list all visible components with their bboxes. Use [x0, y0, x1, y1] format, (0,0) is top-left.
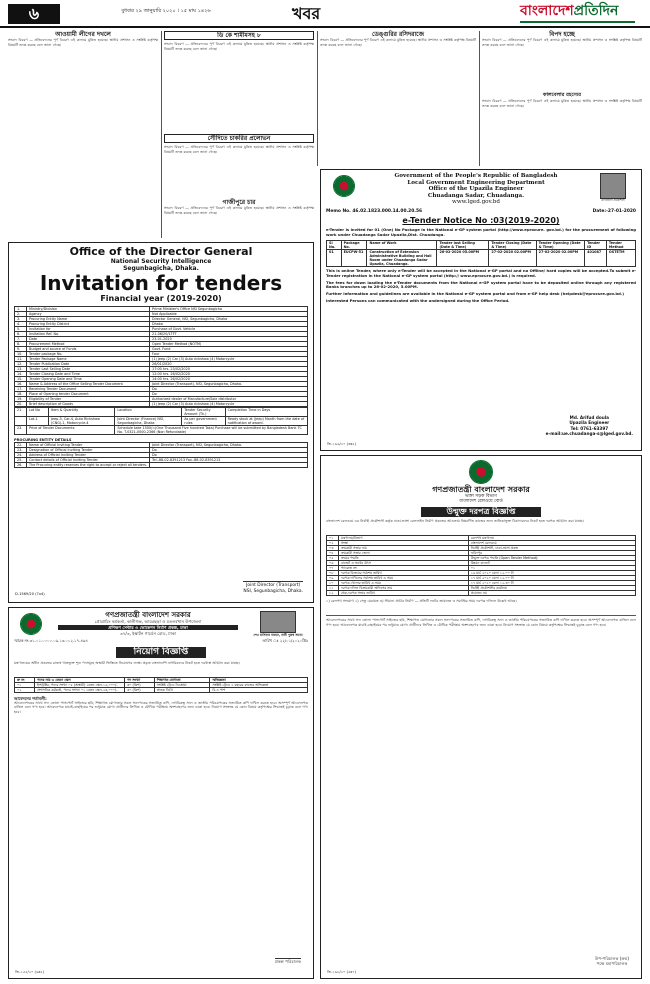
nsi-subtitle: National Security Intelligence	[110, 258, 212, 265]
table-cell: প্রাক-দরপত্র সভার তারিখ	[339, 590, 469, 595]
table-cell: নির্বাহী প্রকৌশলী, ঢাকা-ভাঙ্গা প্রকল্প	[468, 545, 635, 550]
open-tender-conditions: আবেদনপত্রের সাথে সদ্য তোলা পাসপোর্ট সাইজের ছবি, শিক্ষাগত যোগ্যতার সকল সনদপত্রের সত্যায়িত কপি, নাগরিকত্ব সনদ ও জাতীয় পরিচয়পত্রের সত্যায়িত কপি দাখিল করতে হবে। অসম্পূর্ণ আবেদনপত্র বাতিল বলে গণ্য হবে। আবেদনপত্র যাচাই-বাছাইয়ের পর শুধুমাত্র যোগ্য প্রার্থীদের লিখিত ও মৌখিক পরীক্ষায় অংশগ্রহণের জন্য ডাকা হবে। নিয়োগ সংক্রান্ত যে কোন বিষয়ে কর্তৃপক্ষের সিদ্ধান্তই চূড়ান্ত বলে গণ্য হবে।	[326, 618, 636, 627]
table-header: Tender Closing (Date & Time)	[489, 241, 536, 250]
logo-main: বাংলাদেশ	[520, 3, 574, 19]
table-cell: ১২	[327, 590, 339, 595]
table-cell: 26/01/2020	[150, 362, 308, 367]
table-cell: ক্রয়কারী সত্তার জেলা	[339, 550, 469, 555]
table-cell: Invitation Ref. No.	[27, 332, 150, 337]
recruitment-memo: স্মারক নং-৩১.০১.০০০০.০৯.১৩.০০২.১৭-৪৯৪	[14, 638, 88, 643]
table-cell: দরপত্র খোলার তারিখ ও সময়	[339, 580, 469, 585]
lged-header	[326, 173, 636, 206]
lged-place: Chuadanga Sadar, Chuadanga.	[427, 192, 525, 199]
conditions-body: আবেদনপত্রের সাথে সদ্য তোলা পাসপোর্ট সাইজের ছবি, শিক্ষাগত যোগ্যতার সকল সনদপত্রের সত্যায়িত কপি, নাগরিকত্ব সনদ ও জাতীয় পরিচয়পত্রের সত্যায়িত কপি দাখিল করতে হবে। অসম্পূর্ণ আবেদনপত্র বাতিল বলে গণ্য হবে। আবেদনপত্র যাচাই-বাছাইয়ের পর শুধুমাত্র যোগ্য প্রার্থীদের লিখিত ও মৌখিক পরীক্ষায় অংশগ্রহণের জন্য ডাকা হবে। নিয়োগ সংক্রান্ত যে কোন বিষয়ে কর্তৃপক্ষের সিদ্ধান্তই চূড়ান্ত বলে গণ্য হবে।	[14, 700, 308, 714]
table-cell: মন্ত্রণালয়/বিভাগ	[339, 535, 469, 540]
table-cell: Dhaka	[150, 322, 308, 327]
nsi-signature-block	[243, 581, 303, 594]
portrait-photo	[600, 173, 626, 199]
lged-para-contact: Interested Persons can communicated with the undersigned during the Office Period.	[326, 298, 510, 304]
recruitment-logo	[14, 611, 48, 637]
recruitment-date: তারিখ ঃ ২২/০১/২০২০খ্রিঃ	[262, 638, 308, 643]
table-cell: ফরিদপুর	[468, 550, 635, 555]
table-cell: 01	[327, 250, 342, 267]
lged-memo-line	[326, 209, 636, 215]
row-divider	[326, 615, 636, 616]
table-cell: Tender Package Name	[27, 357, 150, 362]
lged-date: Date:-27-01-2020	[592, 208, 636, 214]
lged-website: www.lged.gov.bd	[452, 199, 500, 206]
table-header: অভিজ্ঞতা	[210, 677, 308, 682]
lged-para-info: Further information and guidelines are available in the National e-GP system portal and from e-GP help desk (helpdesk@eprocure.gov.bd.)	[326, 291, 624, 297]
recruitment-header	[14, 611, 308, 637]
open-tender-office: ভাঙ্গা সড়ক বিভাগ	[465, 494, 497, 499]
open-tender-lots: ১) রেলপথ সংযোগ ২) সেতু মেরামত ৩) সীমানা প্রাচীর নির্মাণ — প্রতিটি লটের জামানত ও সমাপ্তির সময় দরপত্র দলিলে উল্লেখ আছে।	[326, 598, 517, 603]
table-cell: Budget and source of Funds	[27, 347, 150, 352]
newspaper-logo	[520, 3, 618, 21]
nsi-tender-notice	[8, 242, 314, 603]
table-cell: EUCPW-51	[341, 250, 367, 267]
table-cell: 26-02-2020 05.00PM	[437, 250, 489, 267]
table-cell: 12:00 hrs. 26/02/2020	[150, 372, 308, 377]
recruitment-office: প্রোগ্রামিং কর্মকর্তা, কালীগঞ্জ, আয়রছড়া ও মতলবখান উপজেলা	[94, 619, 202, 624]
table-cell: 21-06/20/1TFT	[150, 332, 308, 337]
lged-etender-notice	[320, 169, 642, 451]
table-cell: Contact details of Official Inviting Tender	[27, 457, 150, 462]
table-cell: Director General, NSI, Segunbagicha, Dhaka	[150, 317, 308, 322]
table-cell: Date	[27, 337, 150, 342]
government-emblem-icon	[469, 460, 493, 484]
table-cell: 2.	[15, 312, 27, 317]
conditions-title: আবেদনের শর্তাবলী:	[14, 695, 47, 701]
table-cell: Prime Minister's Office NSI Segunbagicha	[150, 307, 308, 312]
table-cell: ০৬	[327, 560, 339, 565]
government-emblem-icon	[20, 613, 42, 635]
table-cell: 13.	[15, 367, 27, 372]
ad-ref: জি-১৬৬/২০ (৩x৫)	[327, 441, 357, 446]
story-headline: কালবেলার রহস্যের	[542, 92, 582, 98]
recruitment-table	[14, 677, 308, 693]
table-cell: (1) Jeep (2) Car (3) Auto rickshaw (4) Motorcycle	[150, 357, 308, 362]
table-cell: The Procuring entity reserves the right to accept or reject all tenders.	[27, 462, 150, 467]
recruitment-gov-name: গণপ্রজাতন্ত্রী বাংলাদেশ সরকার	[105, 611, 191, 619]
table-cell: উন্মুক্ত দরপত্র পদ্ধতি (Open Tender Method):	[468, 555, 635, 560]
table-cell: 5.	[15, 327, 27, 332]
table-cell: 6.	[15, 332, 27, 337]
table-cell: 8.	[15, 342, 27, 347]
table-cell: Name & Address of the Office Selling Tender Document	[27, 382, 150, 387]
table-header: Tender Opening (Date & Time)	[536, 241, 585, 250]
table-cell: Four	[150, 352, 308, 357]
table-cell: Procuring Entity District	[27, 322, 150, 327]
table-cell: 15.	[15, 377, 27, 382]
story-body: সংবাদ বিবরণ — প্রতিবেদনের পূর্ণ বিবরণ এই কলামে মুদ্রিত হয়েছে। স্থানীয় প্রশাসন ও সংশ্লিষ্ট কর্তৃপক্ষ বিষয়টি তদন্ত করছে বলে জানা গেছে।	[164, 145, 314, 154]
lged-logo	[326, 173, 362, 199]
table-cell: ০২	[327, 540, 339, 545]
table-cell: Govt. Fund	[150, 347, 308, 352]
signer-name: Md. Arifud doula	[569, 415, 609, 421]
table-cell: Tender Last Selling Date	[27, 367, 150, 372]
table-cell: উন্নয়ন বাজেট	[468, 560, 635, 565]
table-cell: ৩০ (ত্রিশ)	[125, 682, 155, 687]
table-cell: 17:00 hrs. 23/02/2020	[150, 367, 308, 372]
table-cell: 27-02-2020 02.00PM	[489, 250, 536, 267]
table-cell: ০৮	[327, 570, 339, 575]
column-divider	[479, 31, 480, 166]
nsi-lot-table	[14, 407, 308, 435]
nsi-address: Segunbagicha, Dhaka.	[123, 265, 199, 272]
table-cell: ০৩	[327, 545, 339, 550]
table-cell: 10.	[15, 352, 27, 357]
table-cell: ০১	[468, 565, 635, 570]
photo-caption: উপজেলা প্রকৌশলী	[601, 198, 625, 202]
table-cell: Brief description of Goods	[27, 402, 150, 407]
open-tender-table	[326, 535, 636, 596]
table-cell: 14:00 hrs. 26/02/2020	[150, 377, 308, 382]
signer-behalf: পক্ষে মহাপরিচালক	[596, 960, 628, 966]
table-cell: Item & Quantity	[49, 407, 115, 416]
lged-para-online: This is online Tender, where only e-Tender will be accepted in the National e-GP portal and no Offline/ hard copies will be accepted.To submit e-Tender registration in the National e-GP system portal (http:// www.eprocure.gov.bd.) is required.	[326, 268, 636, 278]
recruitment-office-block	[48, 611, 248, 637]
mujib-badge	[248, 611, 308, 637]
table-cell: Procuring Entity Name	[27, 317, 150, 322]
table-cell: Tender Publication Date	[27, 362, 150, 367]
table-row	[15, 462, 308, 467]
table-cell: Schedule take 1500/=(One Thousand Five hundred Taka) Purchase will be submitted by Bangladesh Bank TC No. T-0321-0000-2366 (Non Refundable)	[115, 425, 308, 434]
table-cell: 21.	[15, 407, 27, 416]
table-cell: Tender package No.	[27, 352, 150, 357]
open-tender-lot-grid	[326, 615, 636, 769]
nsi-heading: Invitation for tenders	[39, 271, 283, 295]
table-cell: 9.	[15, 347, 27, 352]
table-cell: As per government rules	[182, 416, 225, 425]
table-cell: Authorized dealer of Manufacture/Sole distributor	[150, 397, 308, 402]
story-headline: গাজীপুরে চার	[222, 199, 256, 206]
table-cell: সংস্থা	[339, 540, 469, 545]
lged-gov-name: Government of the People's Republic of Bangladesh	[394, 173, 558, 179]
nsi-officials-table	[14, 442, 308, 468]
table-cell: দরপত্র বিক্রয়ের সর্বশেষ তারিখ	[339, 570, 469, 575]
table-cell: 16.	[15, 382, 27, 387]
table-cell: Name of Official Inviting Tender	[27, 442, 150, 447]
story-col3	[320, 31, 476, 166]
table-cell: ১৬ মার্চ ২০২০ বেলা ১২.০০ টা	[468, 570, 635, 575]
story-body: সংবাদ বিবরণ — প্রতিবেদনের পূর্ণ বিবরণ এই কলামে মুদ্রিত হয়েছে। স্থানীয় প্রশাসন ও সংশ্লিষ্ট কর্তৃপক্ষ বিষয়টি তদন্ত করছে বলে জানা গেছে।	[164, 206, 314, 215]
table-cell: 23.	[15, 425, 27, 434]
table-cell: Location	[115, 407, 182, 416]
table-cell: 3.	[15, 317, 27, 322]
table-cell: Construction of Extension Administrative Building and Hall Room under Chuadanga Sadar Upazila, Chuadanga.	[367, 250, 437, 267]
nsi-financial-year: Financial year (2019-2020)	[100, 294, 222, 303]
table-cell: Do	[150, 387, 308, 392]
table-cell: ১৭ মার্চ ২০২০ বেলা ১২.৩০ টা	[468, 580, 635, 585]
table-cell: Procurement Method	[27, 342, 150, 347]
recruitment-intro: মন্ত্রণালয়ের অধীন প্রকল্পের রাজস্ব খাতভুক্ত শূন্য পদসমূহে অস্থায়ী ভিত্তিতে নিয়োগের লক্ষ্যে প্রকৃত বাংলাদেশি নাগরিকদের নিকট হতে দরখাস্ত আহ্বান করা যাচ্ছে।	[14, 660, 240, 665]
table-cell: (1) Jeep (2) Car (3) Auto rickshaw (4) Motorcycle	[150, 402, 308, 407]
table-cell: ১৭ মার্চ ২০২০ বেলা ১২.০০ টা	[468, 575, 635, 580]
masthead	[0, 0, 650, 28]
table-cell: দরপত্র দলিল বিক্রয়কারী অফিসের নাম	[339, 585, 469, 590]
ad-ref: জি-১৫৫/২০ (৬x৫)	[15, 969, 45, 974]
lged-department: Local Government Engineering Department	[407, 179, 545, 186]
nsi-officials-title: PROCURING ENTITY DETAILS	[14, 437, 72, 442]
table-cell: সংশ্লিষ্ট ট্রেডে ২ বছরের কাজের অভিজ্ঞতা	[210, 682, 308, 687]
table-cell: বাজেট ও অর্থের উৎস	[339, 560, 469, 565]
table-cell: ক্রয়কারী সত্তার নাম	[339, 545, 469, 550]
open-tender-title: উন্মুক্ত দরপত্র বিজ্ঞপ্তি	[421, 507, 541, 517]
table-cell: 26.	[15, 462, 27, 467]
table-cell: Purchase of Govt. Vehicle	[150, 327, 308, 332]
table-cell: Tel.-88-02-8391213 Fax.-88-02-8391213	[150, 457, 308, 462]
signer-title: উপ-পরিচালক (ক্রয়)	[594, 955, 629, 961]
table-cell: 1.	[15, 307, 27, 312]
signer-phone: Tel: 0761-63397	[570, 425, 609, 431]
table-cell: ০৫	[327, 555, 339, 560]
table-cell: নির্বাহী প্রকৌশলীর কার্যালয়	[468, 585, 635, 590]
table-cell: ০১	[15, 682, 35, 687]
signer-title: Joint Director (Transport)	[246, 583, 301, 589]
table-cell: 11.	[15, 357, 27, 362]
table-cell: বাংলাদেশ রেলওয়ে	[468, 540, 635, 545]
open-tender-signature-block	[595, 956, 629, 966]
lged-signature-block	[546, 415, 633, 436]
table-cell: 7.	[15, 337, 27, 342]
nsi-tender-table	[14, 306, 308, 407]
table-row	[327, 250, 636, 267]
story-body: সংবাদ বিবরণ — প্রতিবেদনের পূর্ণ বিবরণ এই কলামে মুদ্রিত হয়েছে। স্থানীয় প্রশাসন ও সংশ্লিষ্ট কর্তৃপক্ষ বিষয়টি তদন্ত করছে বলে জানা গেছে।	[482, 38, 642, 47]
table-cell: স্নাতক ডিগ্রি	[154, 687, 210, 692]
story-col2	[164, 31, 314, 238]
table-header: Tender ID	[585, 241, 607, 250]
table-header: Tender last Selling (Date & Time)	[437, 241, 489, 250]
table-cell: Completion Time in Days	[225, 407, 307, 416]
table-cell: Tender Closing Date and Time	[27, 372, 150, 377]
table-cell: রেলপথ মন্ত্রণালয়	[468, 535, 635, 540]
table-cell: Open Tender Method (NOTM)	[150, 342, 308, 347]
table-cell: 27-02-2020 02.00PM	[536, 250, 585, 267]
table-cell: Designation of Official Inviting Tender	[27, 447, 150, 452]
table-cell: Invitation for	[27, 327, 150, 332]
page-number: ৬	[8, 4, 60, 24]
signer-email: e-mail:ue.chuadanga-s@lged.gov.bd.	[545, 430, 633, 436]
signer-address: NSI, Segunbagicha, Dhaka.	[243, 588, 303, 594]
story-headline: ডি কে শামীমসহ ৮	[164, 31, 314, 40]
ad-ref: D-1569/20 (7x4)	[15, 591, 45, 596]
signer-title: Upazila Engineer	[569, 420, 610, 426]
recruitment-notice	[8, 607, 314, 979]
table-cell: ০১	[327, 535, 339, 540]
lged-para-fees: The fees for down loading the e-Tender documents from the National e-GP system portal have to be deposited online through any registered Banks branches up to 26-02-2020, 5.00PM.	[326, 279, 636, 290]
table-cell: Joint Director (Transport), NSI, Segunbagicha, Dhaka.	[150, 382, 308, 387]
table-cell: Address of Official Inviting Tender	[27, 452, 150, 457]
open-tender-board: বাংলাদেশ রেলওয়ে বোর্ড	[459, 499, 503, 505]
recruitment-address: ৩৭/৩, ইস্কাটন গার্ডেন রোড, ঢাকা	[119, 631, 176, 637]
table-cell: ০৪	[327, 550, 339, 555]
table-cell: ০৭	[327, 565, 339, 570]
story-headline: বিপদ হচ্ছে	[549, 31, 575, 38]
lged-office: Office of the Upazila Engineer	[428, 186, 524, 193]
story-headline: সৌদিতে চাকরির প্রলোভন	[164, 134, 314, 143]
table-header: Name of Work	[367, 241, 437, 250]
table-cell: 20.	[15, 402, 27, 407]
table-header: ক্র নং	[15, 677, 35, 682]
lged-office-block	[362, 173, 590, 206]
table-cell: 401087	[585, 250, 607, 267]
lged-notice-title: e-Tender Notice No :03(2019-2020)	[402, 216, 560, 226]
table-row	[327, 590, 636, 595]
ad-ref: জি-১৬৮/২০ (৫x৭)	[327, 969, 357, 974]
column-divider	[161, 31, 162, 238]
open-tender-header	[326, 460, 636, 517]
table-row	[15, 682, 308, 687]
table-header: Sl No.	[327, 241, 342, 250]
table-cell: Do	[150, 447, 308, 452]
open-tender-notice	[320, 455, 642, 979]
table-cell: Do	[150, 452, 308, 457]
lged-memo: Memo No. 46.02.1823.000.14.00.20.56	[326, 208, 423, 214]
table-row	[15, 416, 308, 425]
table-cell: Place of Opening tender Document	[27, 392, 150, 397]
lged-intro: e-Tender is invited for 01 (One) No Package in the National e-GP system portal (http://www.eprocure. gov.bd.) for the procurement of following work under Chuadanga Sadar Upazila,Dist. Chuadanga.	[326, 227, 636, 238]
table-cell: Joint Director (Finance) NSI, Segunbagicha, Dhaka	[115, 416, 182, 425]
table-cell: Tender Opening Date and Time	[27, 377, 150, 382]
table-cell: 24.	[15, 452, 27, 457]
story-col1	[8, 31, 158, 238]
logo-sub: প্রতিদিন	[573, 3, 619, 19]
table-header: Package No.	[341, 241, 367, 250]
table-cell: Lot No	[27, 407, 49, 416]
table-cell: Ministry/Division	[27, 307, 150, 312]
table-cell: বি.এ পাশ	[210, 687, 308, 692]
table-cell: Lot-1	[27, 416, 49, 425]
table-cell: OSTETM	[606, 250, 635, 267]
recruitment-memo-line	[14, 639, 308, 644]
table-cell: প্রশাসনিক কর্মকর্তা, পদের সংখ্যা ০১ বেতন স্কেল-২৩,০০০/-	[35, 687, 125, 692]
table-cell: Jeep-3, Car-4, Auto Rickshaw (CNG)-1, Motorcycle-4	[49, 416, 115, 425]
table-cell: 17.	[15, 387, 27, 392]
table-header: Tender Method	[606, 241, 635, 250]
table-header-row	[15, 407, 308, 416]
date-line: বুধবার ২৯ জানুয়ারি ২০২০ । ১৫ মাঘ ১৪২৬	[121, 8, 211, 14]
table-cell: Tender Security Amount (Tk.)	[182, 407, 225, 416]
table-cell: 23-01-2020	[150, 337, 308, 342]
story-headline: ডেঙ্গুরির রসিদরাজে	[372, 31, 424, 38]
story-headline: আওয়ামী লীগের দখলে	[55, 31, 111, 38]
recruitment-office-banner: প্রশিক্ষণ সেন্টার ও ভোকেশন নির্মাণ প্রকল্প, ঢাকা	[58, 625, 238, 630]
table-cell: সংশ্লিষ্ট ট্রেডে ডিপ্লোমা	[154, 682, 210, 687]
table-cell: দরপত্র দাখিলের সর্বশেষ তারিখ ও সময়	[339, 575, 469, 580]
table-cell: Not Applicable	[150, 312, 308, 317]
table-cell: 19.	[15, 397, 27, 402]
government-emblem-icon	[333, 175, 355, 197]
lged-tender-table	[326, 240, 636, 267]
story-col4	[482, 31, 642, 166]
table-cell: Eligibility of Tender	[27, 397, 150, 402]
table-cell: Ready stock at (Jeep) Month from the date of notification of award.	[225, 416, 307, 425]
table-cell: ০২	[15, 687, 35, 692]
badge-slogan: শেখ হাসিনার বারতা, নারী পুরুষ সমতা	[253, 633, 303, 637]
table-cell: ইন্সট্রাক্টর, পদের সংখ্যা ০৫ (অস্থায়ী) বেতন স্কেল-১৬,০০০/-	[35, 682, 125, 687]
table-header-row	[327, 241, 636, 250]
table-cell: Joint Director (Transport), NSI, Segunbagicha, Dhaka.	[150, 442, 308, 447]
table-cell: Do	[150, 392, 308, 397]
table-cell	[15, 416, 27, 425]
table-cell: 22.	[15, 442, 27, 447]
table-cell: ১০	[327, 580, 339, 585]
story-body: সংবাদ বিবরণ — প্রতিবেদনের পূর্ণ বিবরণ এই কলামে মুদ্রিত হয়েছে। স্থানীয় প্রশাসন ও সংশ্লিষ্ট কর্তৃপক্ষ বিষয়টি তদন্ত করছে বলে জানা গেছে।	[320, 38, 476, 47]
section-title: খবর	[292, 4, 321, 23]
table-cell: Price of Tender Documents	[27, 425, 115, 434]
table-cell: Agency	[27, 312, 150, 317]
logo-underline	[520, 21, 635, 23]
table-header: শিক্ষাগত যোগ্যতা	[154, 677, 210, 682]
table-header: পদ সংখ্যা	[125, 677, 155, 682]
table-cell: 4.	[15, 322, 27, 327]
column-divider	[317, 31, 318, 166]
table-cell: ক্রয়ের পদ্ধতি	[339, 555, 469, 560]
table-row	[15, 425, 308, 434]
table-header: পদের নাম ও বেতন স্কেল	[35, 677, 125, 682]
open-tender-gov-name: গণপ্রজাতন্ত্রী বাংলাদেশ সরকার	[432, 485, 530, 494]
nsi-office-title: Office of the Director General	[69, 245, 253, 258]
table-cell: 12.	[15, 362, 27, 367]
lged-photo-block	[590, 173, 636, 203]
table-cell: 25.	[15, 457, 27, 462]
table-cell: প্যাকেজ নং	[339, 565, 469, 570]
open-tender-intro: বাংলাদেশ রেলওয়ে এর নির্বাহী প্রকৌশলী কর্তৃক ঢাকা-ভাঙ্গা রেললাইন নির্মাণ প্রকল্পের আওতায় নিম্নবর্ণিত কাজের জন্য তালিকাভুক্ত ঠিকাদারদের নিকট হতে দরপত্র আহ্বান করা যাচ্ছে।	[326, 518, 584, 523]
table-cell: 23.	[15, 447, 27, 452]
table-cell: প্রযোজ্য নয়	[468, 590, 635, 595]
table-cell: ১১	[327, 585, 339, 590]
table-cell: 14.	[15, 372, 27, 377]
story-body: সংবাদ বিবরণ — প্রতিবেদনের পূর্ণ বিবরণ এই কলামে মুদ্রিত হয়েছে। স্থানীয় প্রশাসন ও সংশ্লিষ্ট কর্তৃপক্ষ বিষয়টি তদন্ত করছে বলে জানা গেছে।	[8, 38, 158, 47]
table-row	[15, 687, 308, 692]
story-body: সংবাদ বিবরণ — প্রতিবেদনের পূর্ণ বিবরণ এই কলামে মুদ্রিত হয়েছে। স্থানীয় প্রশাসন ও সংশ্লিষ্ট কর্তৃপক্ষ বিষয়টি তদন্ত করছে বলে জানা গেছে।	[164, 42, 314, 51]
table-cell: ৩০ (ত্রিশ)	[125, 687, 155, 692]
recruitment-signer: প্রকল্প পরিচালক	[274, 958, 301, 964]
story-body: সংবাদ বিবরণ — প্রতিবেদনের পূর্ণ বিবরণ এই কলামে মুদ্রিত হয়েছে। স্থানীয় প্রশাসন ও সংশ্লিষ্ট কর্তৃপক্ষ বিষয়টি তদন্ত করছে বলে জানা গেছে।	[482, 99, 642, 108]
table-cell: 18.	[15, 392, 27, 397]
recruitment-notice-title: নিয়োগ বিজ্ঞপ্তি	[116, 647, 206, 658]
table-cell: Receiving Tender Document	[27, 387, 150, 392]
portrait-photo	[260, 611, 296, 633]
table-cell	[150, 462, 308, 467]
table-cell: ০৯	[327, 575, 339, 580]
